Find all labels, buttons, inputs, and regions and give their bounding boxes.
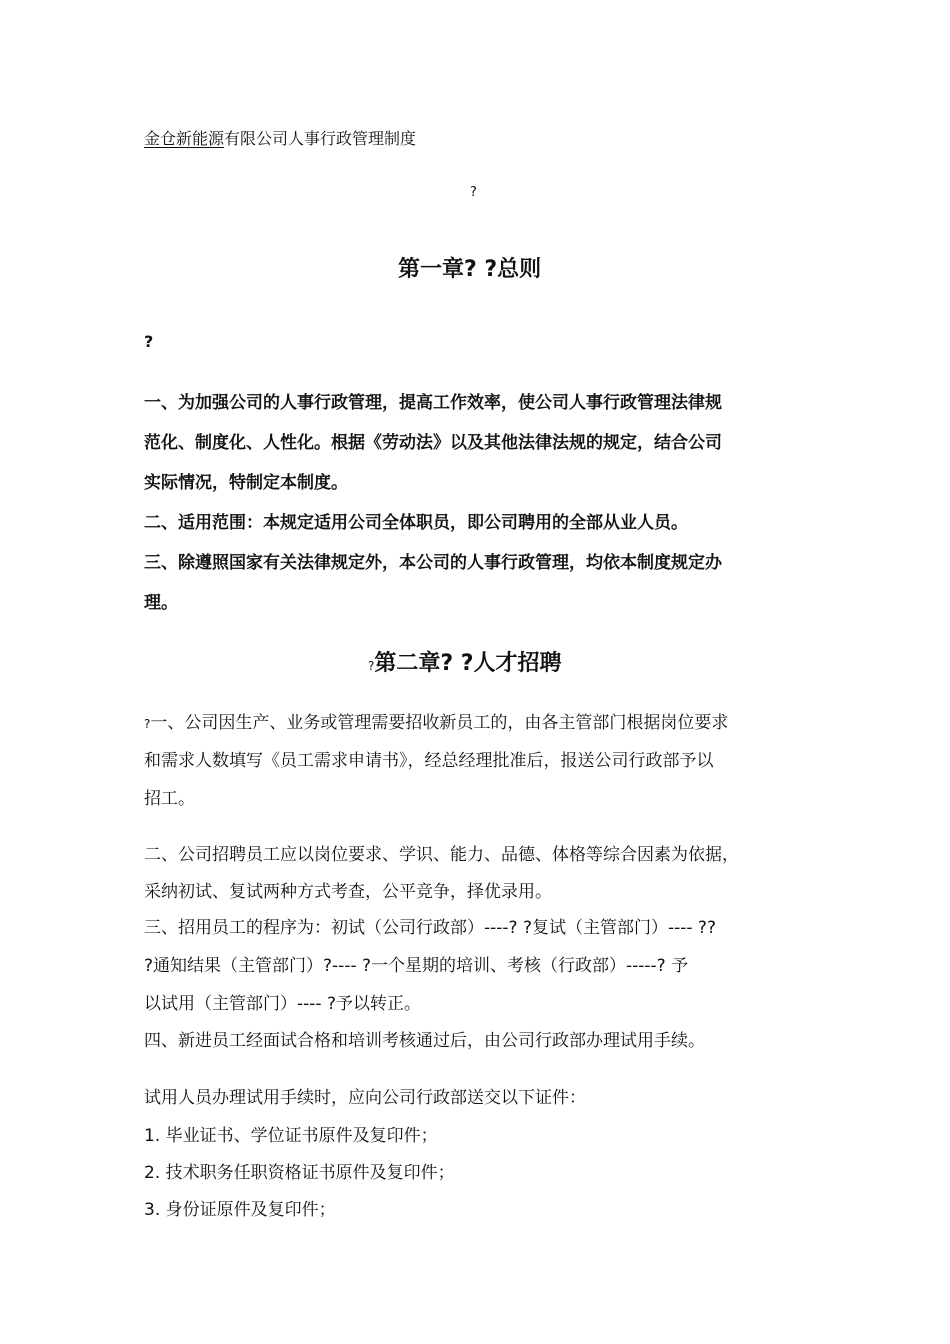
ch2-line-text: 一、公司因生产、业务或管理需要招收新员工的，由各主管部门根据岗位要求 xyxy=(150,713,729,733)
ch1-paragraph-line: 范化、制度化、人性化。根据《劳动法》以及其他法律法规的规定，结合公司 xyxy=(144,433,722,453)
ch2-paragraph-line: 以试用（主管部门）---- ?予以转正。 xyxy=(144,994,421,1014)
chapter-2-heading xyxy=(368,646,562,677)
ch2-paragraph-line: 和需求人数填写《员工需求申请书》，经总经理批准后，报送公司行政部予以 xyxy=(144,751,714,771)
ch1-paragraph-line: 二、适用范围：本规定适用公司全体职员，即公司聘用的全部从业人员。 xyxy=(144,513,688,533)
ch2-paragraph-line xyxy=(144,708,728,733)
ch2-paragraph-line: 试用人员办理试用手续时，应向公司行政部送交以下证件： xyxy=(144,1088,586,1108)
ch1-paragraph-line: 理。 xyxy=(144,593,178,613)
chapter-1-heading: 第一章? ?总则 xyxy=(398,257,542,282)
list-item: 3. 身份证原件及复印件； xyxy=(144,1200,336,1220)
ch2-paragraph-line: 二、公司招聘员工应以岗位要求、学识、能力、品德、体格等综合因素为依据， xyxy=(144,845,739,865)
placeholder-mark-bold: ? xyxy=(144,332,154,351)
list-item: 2. 技术职务任职资格证书原件及复印件； xyxy=(144,1163,455,1183)
ch1-paragraph-line: 一、为加强公司的人事行政管理，提高工作效率，使公司人事行政管理法律规 xyxy=(144,393,722,413)
ch2-paragraph-line: 三、招用员工的程序为：初试（公司行政部）----? ?复试（主管部门）---- ?? xyxy=(144,918,716,938)
placeholder-mark: ? xyxy=(470,185,477,200)
document-title-text: 有限公司人事行政管理制度 xyxy=(224,129,417,148)
ch2-paragraph-line: 采纳初试、复试两种方式考查，公平竞争，择优录用。 xyxy=(144,882,552,902)
company-name: 金仓新能源 xyxy=(144,129,225,148)
chapter-2-prefix: ? xyxy=(368,659,375,673)
document-title xyxy=(144,126,416,149)
ch2-paragraph-line: 招工。 xyxy=(144,789,195,809)
chapter-2-title: 第二章? ?人才招聘 xyxy=(374,651,562,676)
ch2-paragraph-line: ?通知结果（主管部门）?---- ?一个星期的培训、考核（行政部）-----? 予 xyxy=(144,956,689,976)
line-prefix-mark: ? xyxy=(144,717,151,731)
ch1-paragraph-line: 三、除遵照国家有关法律规定外，本公司的人事行政管理，均依本制度规定办 xyxy=(144,553,722,573)
ch1-paragraph-line: 实际情况，特制定本制度。 xyxy=(144,473,348,493)
list-item: 1. 毕业证书、学位证书原件及复印件； xyxy=(144,1126,438,1146)
ch2-paragraph-line: 四、新进员工经面试合格和培训考核通过后，由公司行政部办理试用手续。 xyxy=(144,1031,705,1051)
